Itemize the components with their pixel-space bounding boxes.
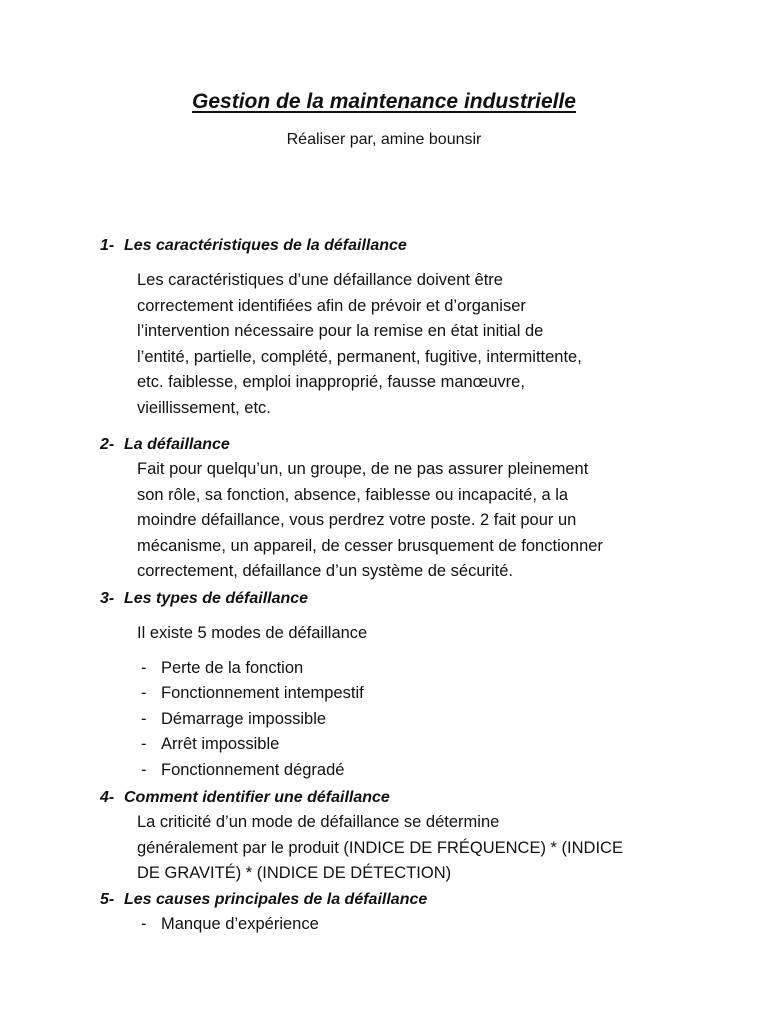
list-item bbox=[137, 758, 700, 784]
section-paragraph bbox=[137, 810, 697, 887]
section-heading bbox=[100, 587, 700, 611]
list-item-text: Arrêt impossible bbox=[161, 735, 280, 754]
section-number: 2- bbox=[100, 436, 115, 453]
section-1 bbox=[100, 234, 700, 422]
list-bullet: - bbox=[141, 760, 147, 779]
paragraph-line: etc. faiblesse, emploi inapproprié, fausse manœuvre, bbox=[137, 373, 525, 392]
section-number: 5- bbox=[100, 891, 115, 908]
paragraph-line: l’intervention nécessaire pour la remise en état initial de bbox=[137, 322, 544, 341]
section-heading bbox=[100, 888, 700, 912]
section-heading bbox=[100, 433, 700, 457]
section-paragraph bbox=[137, 457, 697, 585]
section-title: Les causes principales de la défaillance bbox=[124, 891, 428, 908]
list-item bbox=[137, 681, 700, 707]
paragraph-line: Fait pour quelqu’un, un groupe, de ne pas assurer pleinement bbox=[137, 460, 589, 478]
section-4 bbox=[100, 786, 700, 887]
list-item-text: Fonctionnement dégradé bbox=[161, 760, 345, 779]
section-3 bbox=[100, 587, 700, 784]
paragraph-line: mécanisme, un appareil, de cesser brusquement de fonctionner bbox=[137, 536, 603, 555]
section-5 bbox=[100, 888, 700, 938]
section-title: Les caractéristiques de la défaillance bbox=[124, 237, 407, 254]
failure-causes-list bbox=[137, 912, 700, 938]
section-intro: Il existe 5 modes de défaillance bbox=[137, 624, 368, 642]
list-bullet: - bbox=[141, 684, 147, 703]
paragraph-line: moindre défaillance, vous perdrez votre poste. 2 fait pour un bbox=[137, 511, 577, 530]
paragraph-line: Les caractéristiques d’une défaillance doivent être bbox=[137, 271, 503, 289]
document-author: Réaliser par, amine bounsir bbox=[286, 131, 482, 148]
paragraph-line: correctement, défaillance d’un système de sécurité. bbox=[137, 562, 514, 581]
paragraph-line: La criticité d’un mode de défaillance se détermine bbox=[137, 813, 500, 831]
section-title: Les types de défaillance bbox=[124, 590, 309, 607]
section-heading bbox=[100, 786, 700, 810]
paragraph-line: généralement par le produit (INDICE DE FRÉQUENCE) * (INDICE bbox=[137, 838, 623, 857]
section-number: 4- bbox=[100, 789, 115, 806]
list-item bbox=[137, 732, 700, 758]
section-number: 1- bbox=[100, 237, 115, 254]
section-title: Comment identifier une défaillance bbox=[124, 789, 390, 806]
section-title: La défaillance bbox=[124, 436, 230, 453]
list-item-text: Fonctionnement intempestif bbox=[161, 684, 364, 703]
list-item bbox=[137, 912, 700, 938]
paragraph-line: vieillissement, etc. bbox=[137, 398, 271, 417]
failure-modes-list bbox=[137, 656, 700, 784]
paragraph-line: son rôle, sa fonction, absence, faiblesse ou incapacité, a la bbox=[137, 485, 569, 504]
document-title: Gestion de la maintenance industrielle bbox=[192, 90, 576, 113]
list-bullet: - bbox=[141, 658, 147, 677]
section-heading bbox=[100, 234, 700, 258]
list-bullet: - bbox=[141, 915, 147, 933]
list-item bbox=[137, 707, 700, 733]
section-paragraph bbox=[137, 268, 697, 422]
list-bullet: - bbox=[141, 709, 147, 728]
section-2 bbox=[100, 433, 700, 585]
list-item-text: Perte de la fonction bbox=[161, 658, 304, 677]
paragraph-line: DE GRAVITÉ) * (INDICE DE DÉTECTION) bbox=[137, 864, 452, 883]
list-item-text: Démarrage impossible bbox=[161, 709, 327, 728]
section-number: 3- bbox=[100, 590, 115, 607]
list-item-text: Manque d’expérience bbox=[161, 915, 319, 933]
paragraph-line: correctement identifiées afin de prévoir et d’organiser bbox=[137, 296, 526, 315]
list-item bbox=[137, 656, 700, 682]
paragraph-line: l’entité, partielle, complété, permanent, fugitive, intermittente, bbox=[137, 347, 582, 366]
list-bullet: - bbox=[141, 735, 147, 754]
